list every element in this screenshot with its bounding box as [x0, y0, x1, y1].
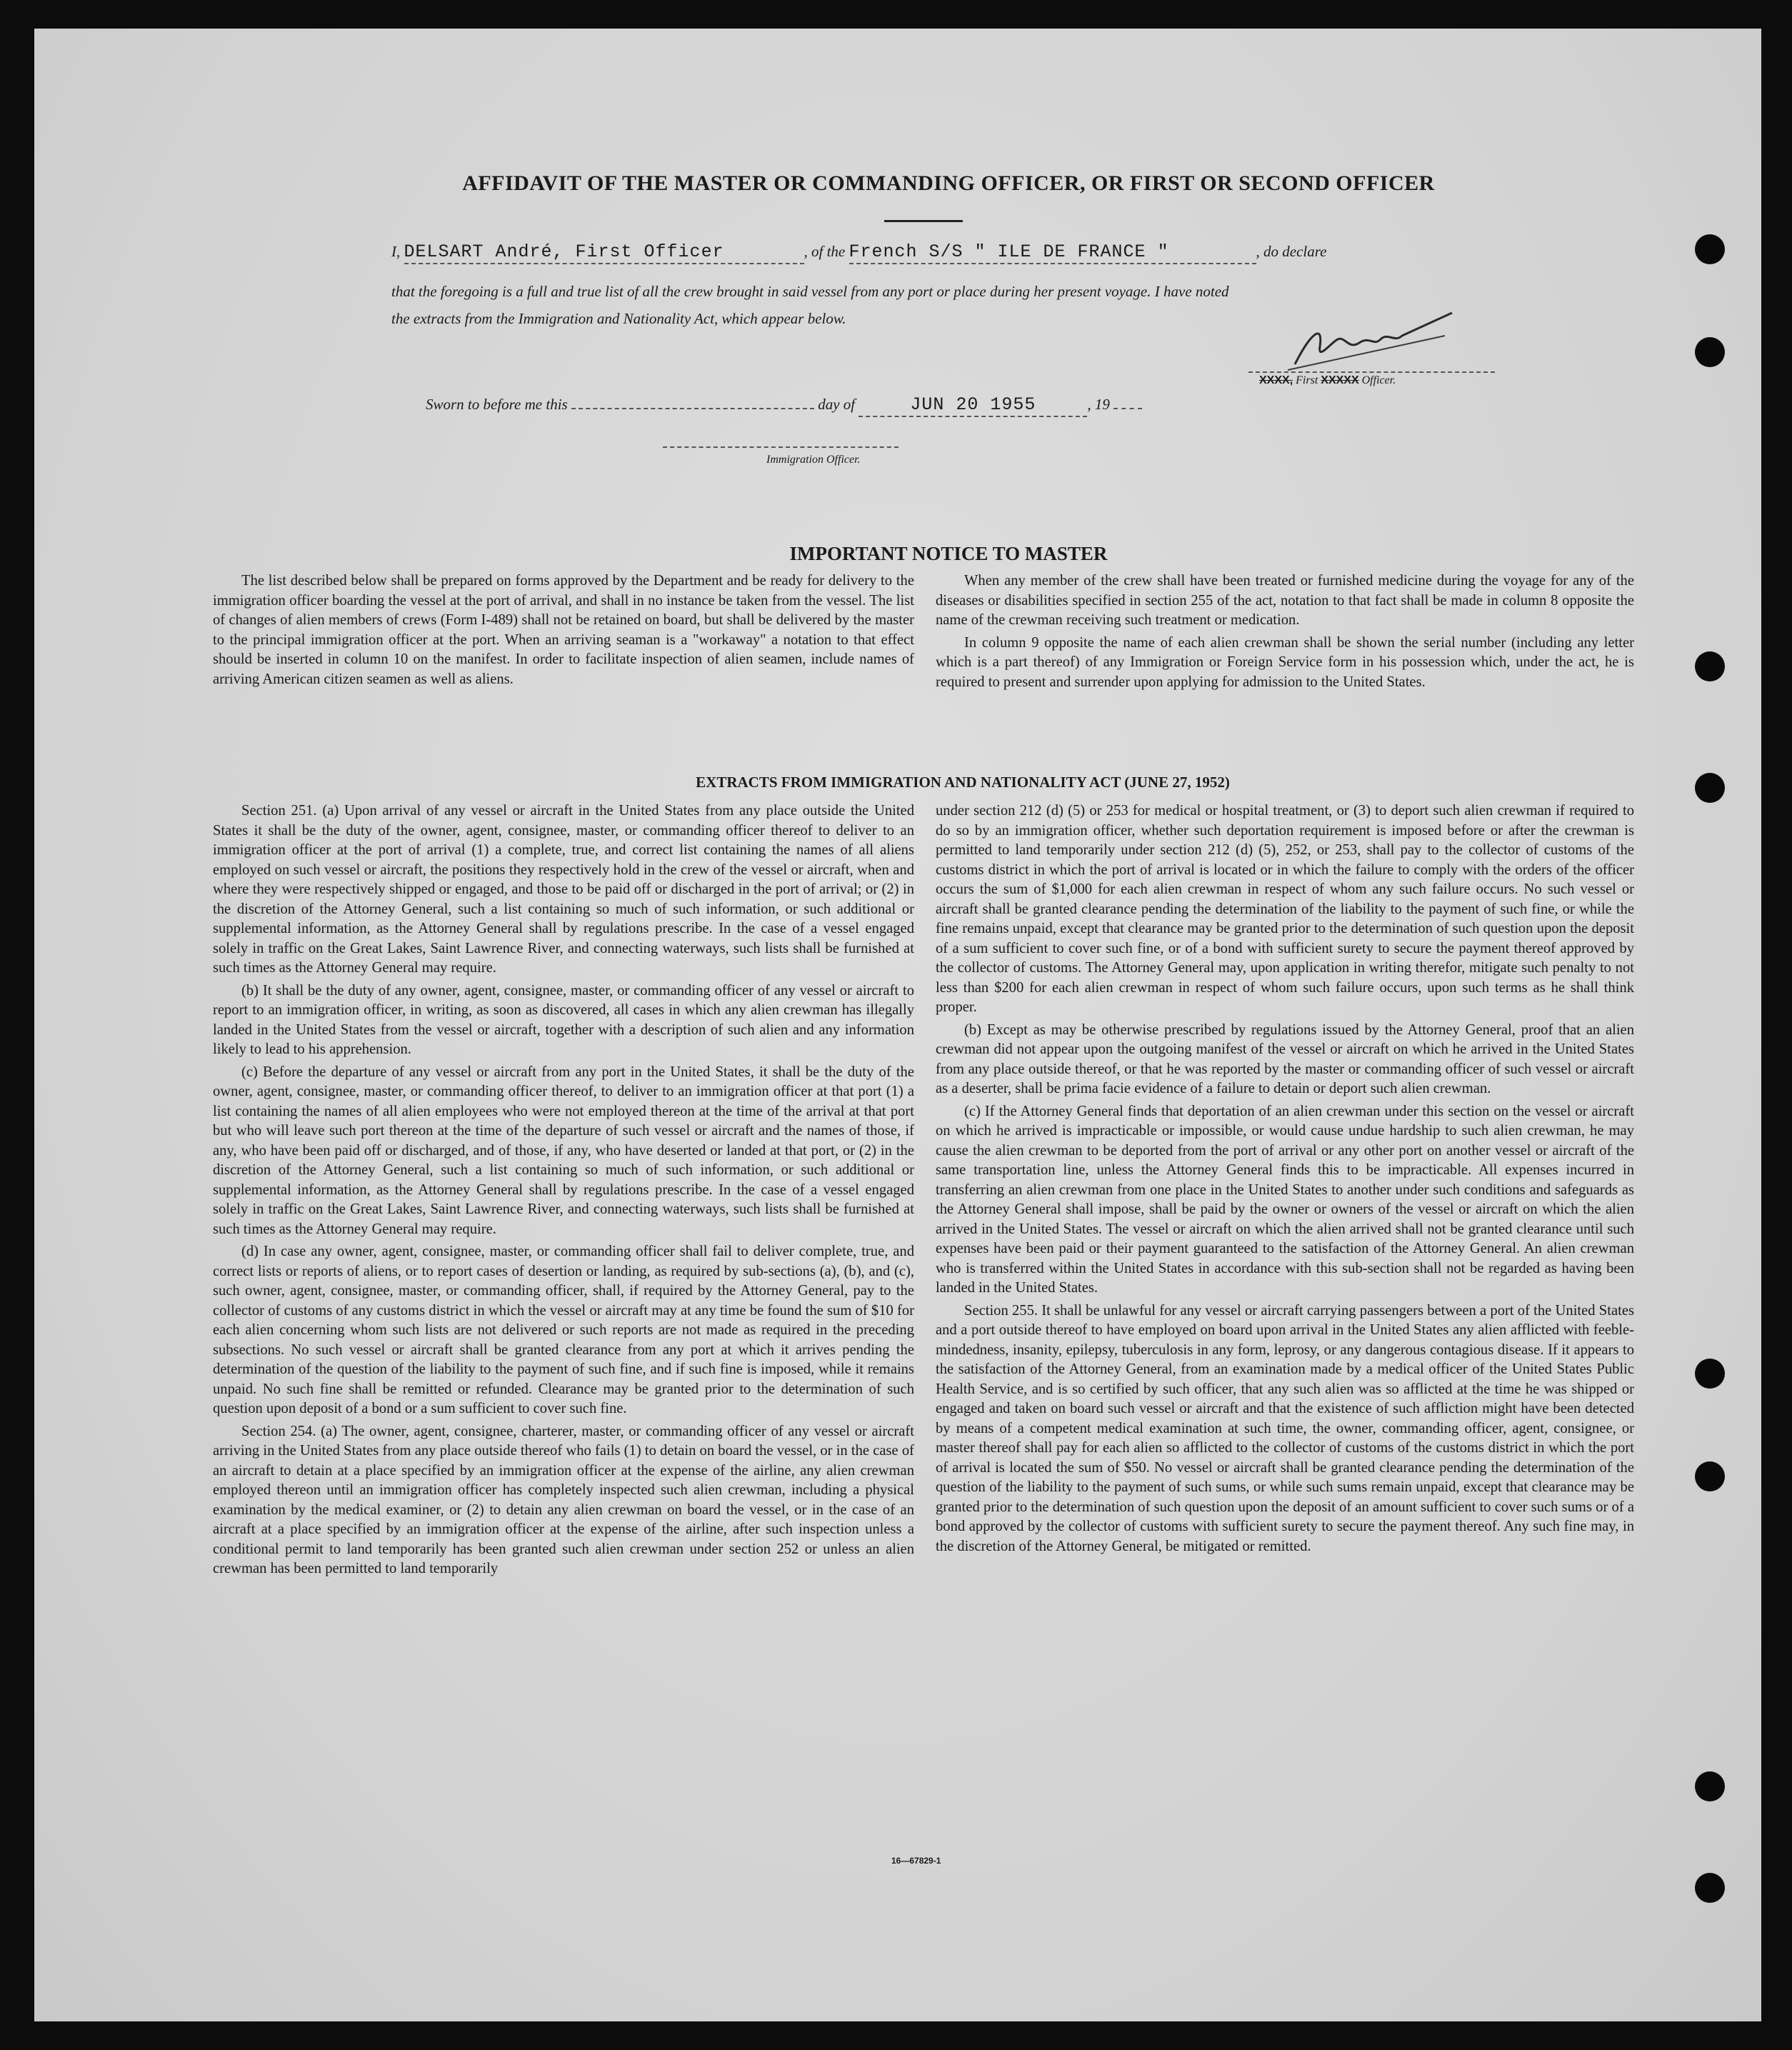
binder-hole — [1695, 1771, 1725, 1801]
signature-label — [1259, 374, 1396, 387]
extract-paragraph: (c) Before the departure of any vessel or aircraft from any port in the United States, it shall be the duty of the owner, agent, consignee, master, or commanding officer thereof, to deliver to an immigration officer at that port (1) a list containing the names of all alien employees who were not employed thereon at the time of the arrival at that port but who will leave such port thereon at the time of the departure of such vessel or aircraft and the names of those, if any, who have been paid off or discharged, and of those, if any, who have deserted or landed at that port, or (2) in the discretion of the Attorney General, such a list containing so much of such information, or such additional or supplemental information, as the Attorney General shall by regulations prescribe. In the case of a vessel engaged solely in traffic on the Great Lakes, Saint Lawrence River, and connecting waterways, such lists shall be furnished at such times as the Attorney General may require. — [213, 1064, 914, 1237]
declaration-do-declare: , do declare — [1256, 243, 1327, 260]
sworn-year-suffix: , 19 — [1087, 396, 1110, 413]
declaration-line-1 — [391, 237, 1506, 266]
declaration-of-the: , of the — [804, 243, 846, 260]
notice-paragraph: In column 9 opposite the name of each alien crewman shall be shown the serial number (including any letter which is a part thereof) of any Immigration or Foreign Service form in his possession which, under the act, he is required to present and surrender upon applying for admission to the United States. — [936, 634, 1634, 690]
binder-hole — [1695, 651, 1725, 681]
form-number: 16—67829-1 — [891, 1856, 941, 1866]
notice-title: IMPORTANT NOTICE TO MASTER — [789, 543, 1108, 564]
signature-line — [1248, 371, 1495, 373]
extract-paragraph: Section 255. It shall be unlawful for any vessel or aircraft carrying passengers between a port of the United States and a port outside thereof to have employed on board upon arrival in the United States any alien afflicted with feeble-mindedness, insanity, epilepsy, tuberculosis in any form, leprosy, or any dangerous contagious disease. If it appears to the satisfaction of the Attorney General, from an examination made by a medical officer of the United States Public Health Service, and is so certified by such officer, that any such alien was so afflicted at the time he was shipped or engaged and taken on board such vessel or aircraft and that the existence of such affliction might have been detected by means of a competent medical examination at such time, the owner, commanding officer, agent, consignee, or master thereof shall pay for each alien so afflicted to the collector of customs of the customs district in which the port of arrival is located the sum of $50. No vessel or aircraft shall be granted clearance pending the determination of the question of the liability to the payment of such sums, or while such sums remain unpaid, except that clearance may be granted prior to the determination of such question upon the deposit of an amount sufficient to cover such sums or of a bond approved by the collector of customs with sufficient surety to secure the payment thereof. Any such fine may, in the discretion of the Attorney General, be mitigated or remitted. — [936, 1302, 1634, 1554]
binder-hole — [1695, 337, 1725, 367]
extract-paragraph: (b) It shall be the duty of any owner, agent, consignee, master, or commanding officer of any vessel or aircraft to report to an immigration officer, in writing, as soon as discovered, all cases in which any alien crewman has illegally landed in the United States from the vessel or aircraft, together with a description of such alien and any information likely to lead to his apprehension. — [213, 982, 914, 1057]
binder-hole — [1695, 1359, 1725, 1389]
extracts-right-column — [936, 801, 1634, 1556]
binder-hole — [1695, 1461, 1725, 1491]
vessel-name-field: French S/S " ILE DE FRANCE " — [849, 241, 1256, 264]
binder-hole — [1695, 234, 1725, 264]
notice-right-column — [936, 571, 1634, 692]
signature-label-officer: Officer. — [1361, 374, 1396, 386]
sworn-date-field: JUN 20 1955 — [859, 394, 1087, 417]
sworn-day-field — [571, 408, 814, 409]
notice-paragraph: When any member of the crew shall have been treated or furnished medicine during the voyage for any of the diseases or disabilities specified in section 255 of the act, notation to that fact shall be made in column 8 opposite the name of the crewman receiving such treatment or medication. — [936, 573, 1634, 628]
signature-label-first: First — [1296, 374, 1318, 386]
declaration-pronoun: I, — [391, 243, 401, 260]
sworn-day-of: day of — [818, 396, 856, 413]
extract-paragraph: (b) Except as may be otherwise prescribed by regulations issued by the Attorney General, proof that an alien crewman did not appear upon the outgoing manifest of the vessel or aircraft on which he arrived in the United States from any place outside thereof, or that he was reported by the master or commanding officer of such vessel or aircraft as a deserter, shall be prima facie evidence of a failure to detain or deport such alien crewman. — [936, 1021, 1634, 1096]
binder-hole — [1695, 1873, 1725, 1903]
officer-signature — [1281, 307, 1459, 375]
officer-name-field: DELSART André, First Officer — [404, 241, 804, 264]
extracts-title: EXTRACTS FROM IMMIGRATION AND NATIONALITY ACT (JUNE 27, 1952) — [696, 774, 1230, 791]
immigration-officer-line — [663, 446, 898, 448]
extract-paragraph: Section 251. (a) Upon arrival of any vessel or aircraft in the United States from any place outside the United States it shall be the duty of the owner, agent, consignee, master, or commanding officer thereof to deliver to an immigration officer at the port of arrival (1) a complete, true, and correct list containing the names of all aliens employed on such vessel or aircraft, the positions they respectively hold in the crew of the vessel or aircraft, when and where they were respectively shipped or engaged, and those to be paid off or discharged in the port of arrival; or (2) in the discretion of the Attorney General, such a list containing so much of such information, or such additional or supplemental information, as the Attorney General shall by regulations prescribe. In the case of a vessel engaged solely in traffic on the Great Lakes, Saint Lawrence River, and connecting waterways, such lists shall be furnished at such times as the Attorney General may require. — [213, 803, 914, 976]
struck-title-1: XXXX, — [1259, 374, 1293, 386]
declaration-line-3: the extracts from the Immigration and Nationality Act, which appear below. — [391, 310, 846, 327]
title-divider — [884, 220, 963, 222]
extracts-left-column — [213, 801, 914, 1579]
extract-paragraph: (d) In case any owner, agent, consignee, master, or commanding officer shall fail to deliver complete, true, and correct lists or reports of aliens, or to report cases of desertion or landing, as required by sub-sections (a), (b), and (c), such owner, agent, consignee, master, or commanding officer, shall, if required by the Attorney General, pay to the collector of customs of any customs district in which the vessel or aircraft may at any time be found the sum of $10 for each alien concerning whom such lists are not delivered or such reports are not made as required in the preceding subsections. No such vessel or aircraft shall be granted clearance from any port at which it arrives pending the determination of the question of the liability to the payment of such fine, and if such fine is imposed, while it remains unpaid. No such fine shall be remitted or refunded. Clearance may be granted prior to the determination of such question upon deposit of a bond or a sum sufficient to cover such fine. — [213, 1244, 914, 1416]
document-page — [34, 29, 1761, 2021]
extract-paragraph: (c) If the Attorney General finds that deportation of an alien crewman under this section on the vessel or aircraft on which he arrived is impracticable or impossible, or would cause undue hardship to such alien crewman, he may cause the alien crewman to be deported from the port of arrival or any other port on another vessel or aircraft of the same transportation line, unless the Attorney General finds this to be impracticable. All expenses incurred in transferring an alien crewman from one place in the United States to another under such conditions and safeguards as the Attorney General shall impose, shall be paid by the owner or owners of the vessel or aircraft on which the alien arrived in the United States. The vessel or aircraft on which the alien arrived shall not be granted clearance until such expenses have been paid or their payment guaranteed to the satisfaction of the Attorney General. An alien crewman who is transferred within the United States in accordance with this sub-section shall not be regarded as having been landed in the United States. — [936, 1103, 1634, 1296]
extract-paragraph: under section 212 (d) (5) or 253 for medical or hospital treatment, or (3) to deport such alien crewman if required to do so by an immigration officer, whether such deportation requirement is imposed before or after the crewman is permitted to land temporarily under section 212 (d) (5), 252, or 253, shall pay to the collector of customs of the customs district in which the port of arrival is located or in which the failure to comply with the orders of the officer occurs the sum of $1,000 for each alien crewman in respect of whom any such failure occurs. No such vessel or aircraft shall be granted clearance pending the determination of the liability to the payment of such fine, or while the fine remains unpaid, except that clearance may be granted prior to the determination of such question upon the deposit of a sum sufficient to cover such fine, or of a bond with sufficient surety to secure the payment thereof approved by the collector of customs. The Attorney General may, upon application in writing therefor, mitigate such penalty to not less than $200 for each alien crewman in respect of whom such failure occurs, upon such terms as he shall think proper. — [936, 803, 1634, 1015]
notice-left-column — [213, 571, 914, 689]
sworn-year-field — [1113, 408, 1142, 409]
sworn-line — [426, 394, 1142, 417]
extract-paragraph: Section 254. (a) The owner, agent, consignee, charterer, master, or commanding officer of any vessel or aircraft arriving in the United States from any place outside thereof who fails (1) to detain on board the vessel, or in the case of an aircraft to detain at a place specified by an immigration officer at the expense of the airline, any alien crewman employed thereon until an immigration officer has completely inspected such alien crewman, including a physical examination by the medical examiner, or (2) to detain any alien crewman on board the vessel, or in the case of an aircraft at a place specified by an immigration officer at the expense of the airline, after such inspection unless a conditional permit to land temporarily has been granted such alien crewman under section 252 or unless an alien crewman has been permitted to land temporarily — [213, 1423, 914, 1576]
immigration-officer-label: Immigration Officer. — [766, 454, 861, 466]
affidavit-title: AFFIDAVIT OF THE MASTER OR COMMANDING OFFICER, OR FIRST OR SECOND OFFICER — [462, 171, 1435, 195]
struck-title-2: XXXXX — [1321, 374, 1359, 386]
notice-paragraph: The list described below shall be prepared on forms approved by the Department and be ready for delivery to the immigration officer boarding the vessel at the port of arrival, and shall in no instance be taken from the vessel. The list of changes of alien members of crews (Form I-489) shall not be retained on board, but shall be delivered by the master to the principal immigration officer at the port. When an arriving seaman is a "workaway" a notation to that effect should be inserted in column 10 on the manifest. In order to facilitate inspection of alien seamen, include names of arriving American citizen seamen as well as aliens. — [213, 573, 914, 687]
declaration-line-2: that the foregoing is a full and true list of all the crew brought in said vessel from any port or place during her present voyage. I have noted — [391, 283, 1229, 300]
sworn-prefix: Sworn to before me this — [426, 396, 568, 413]
binder-hole — [1695, 773, 1725, 803]
